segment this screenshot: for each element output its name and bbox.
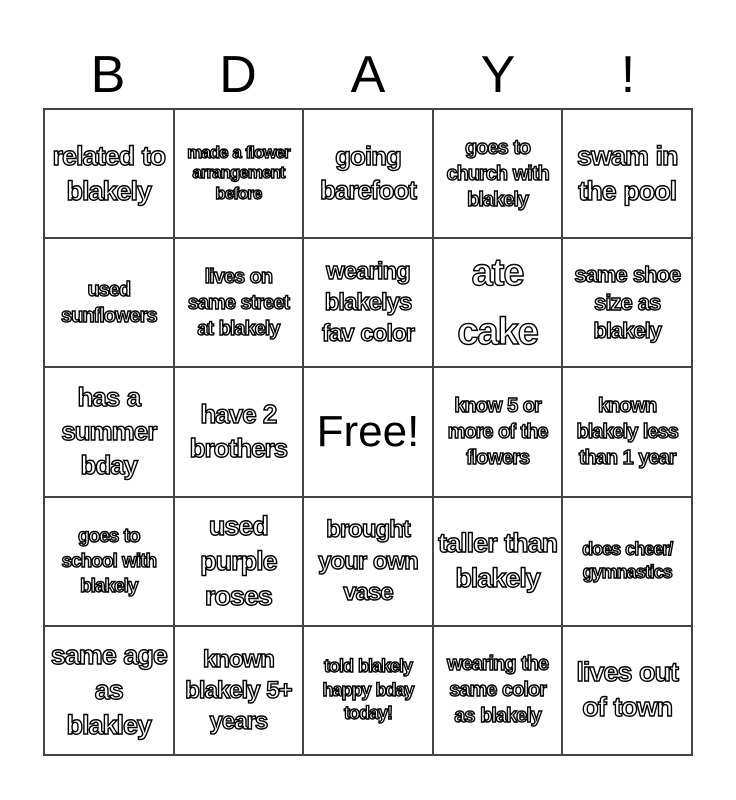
bingo-header bbox=[43, 42, 693, 108]
cell-text: made a flower arrangement before bbox=[187, 143, 290, 203]
bingo-board bbox=[43, 108, 693, 756]
bingo-cell[interactable] bbox=[174, 238, 304, 367]
cell-text: know 5 or more of the flowers bbox=[447, 394, 548, 469]
bingo-cell[interactable] bbox=[44, 626, 174, 755]
cell-text: related to blakely bbox=[52, 140, 166, 206]
cell-text: used sunflowers bbox=[61, 278, 157, 327]
cell-text: told blakely happy bday today! bbox=[322, 656, 414, 724]
free-space[interactable] bbox=[303, 367, 433, 496]
cell-text: wearing the same color as blakely bbox=[447, 653, 549, 728]
bingo-cell[interactable] bbox=[433, 497, 563, 626]
bingo-cell[interactable] bbox=[303, 238, 433, 367]
bingo-cell[interactable] bbox=[44, 497, 174, 626]
bingo-cell[interactable] bbox=[433, 367, 563, 496]
cell-text: known blakely 5+ years bbox=[185, 645, 292, 735]
bingo-cell[interactable] bbox=[562, 238, 692, 367]
bingo-cell[interactable] bbox=[433, 109, 563, 238]
cell-text: swam in the pool bbox=[576, 140, 678, 206]
bingo-cell[interactable] bbox=[433, 626, 563, 755]
bingo-cell[interactable] bbox=[562, 367, 692, 496]
bingo-cell[interactable] bbox=[174, 626, 304, 755]
header-letter-b: B bbox=[90, 46, 126, 104]
bingo-cell[interactable] bbox=[174, 497, 304, 626]
bingo-cell[interactable] bbox=[174, 109, 304, 238]
bingo-cell[interactable] bbox=[303, 497, 433, 626]
bingo-cell[interactable] bbox=[44, 109, 174, 238]
cell-text: same age as blakley bbox=[50, 639, 167, 740]
bingo-cell[interactable] bbox=[44, 238, 174, 367]
header-letter-y: Y bbox=[480, 46, 516, 104]
cell-text: lives out of town bbox=[576, 657, 678, 723]
bingo-cell[interactable] bbox=[44, 367, 174, 496]
bingo-cell[interactable] bbox=[303, 626, 433, 755]
cell-text: have 2 brothers bbox=[189, 399, 288, 463]
cell-text: ate cake bbox=[457, 251, 538, 353]
header-letter-d: D bbox=[219, 46, 257, 104]
cell-text: lives on same street at blakely bbox=[187, 265, 289, 340]
cell-text: used purple roses bbox=[200, 510, 277, 611]
header-letter-a: A bbox=[350, 46, 386, 104]
cell-text: going barefoot bbox=[319, 140, 416, 205]
cell-text: does cheer/ gymnastics bbox=[582, 538, 673, 583]
cell-text: wearing blakelys fav color bbox=[321, 258, 414, 348]
cell-text: goes to church with blakely bbox=[446, 136, 549, 211]
cell-text: brought your own vase bbox=[318, 516, 418, 606]
free-space-label: Free! bbox=[316, 406, 420, 456]
bingo-cell[interactable] bbox=[562, 109, 692, 238]
bingo-cell[interactable] bbox=[562, 497, 692, 626]
cell-text: goes to school with blakely bbox=[61, 525, 157, 597]
header-letter-exclamation: ! bbox=[620, 46, 636, 104]
cell-text: has a summer bday bbox=[61, 382, 157, 480]
cell-text: same shoe size as blakely bbox=[574, 261, 681, 343]
bingo-cell[interactable] bbox=[303, 109, 433, 238]
bingo-cell[interactable] bbox=[433, 238, 563, 367]
bingo-cell[interactable] bbox=[174, 367, 304, 496]
cell-text: taller than blakely bbox=[438, 528, 558, 594]
cell-text: known blakely less than 1 year bbox=[576, 394, 678, 469]
bingo-cell[interactable] bbox=[562, 626, 692, 755]
